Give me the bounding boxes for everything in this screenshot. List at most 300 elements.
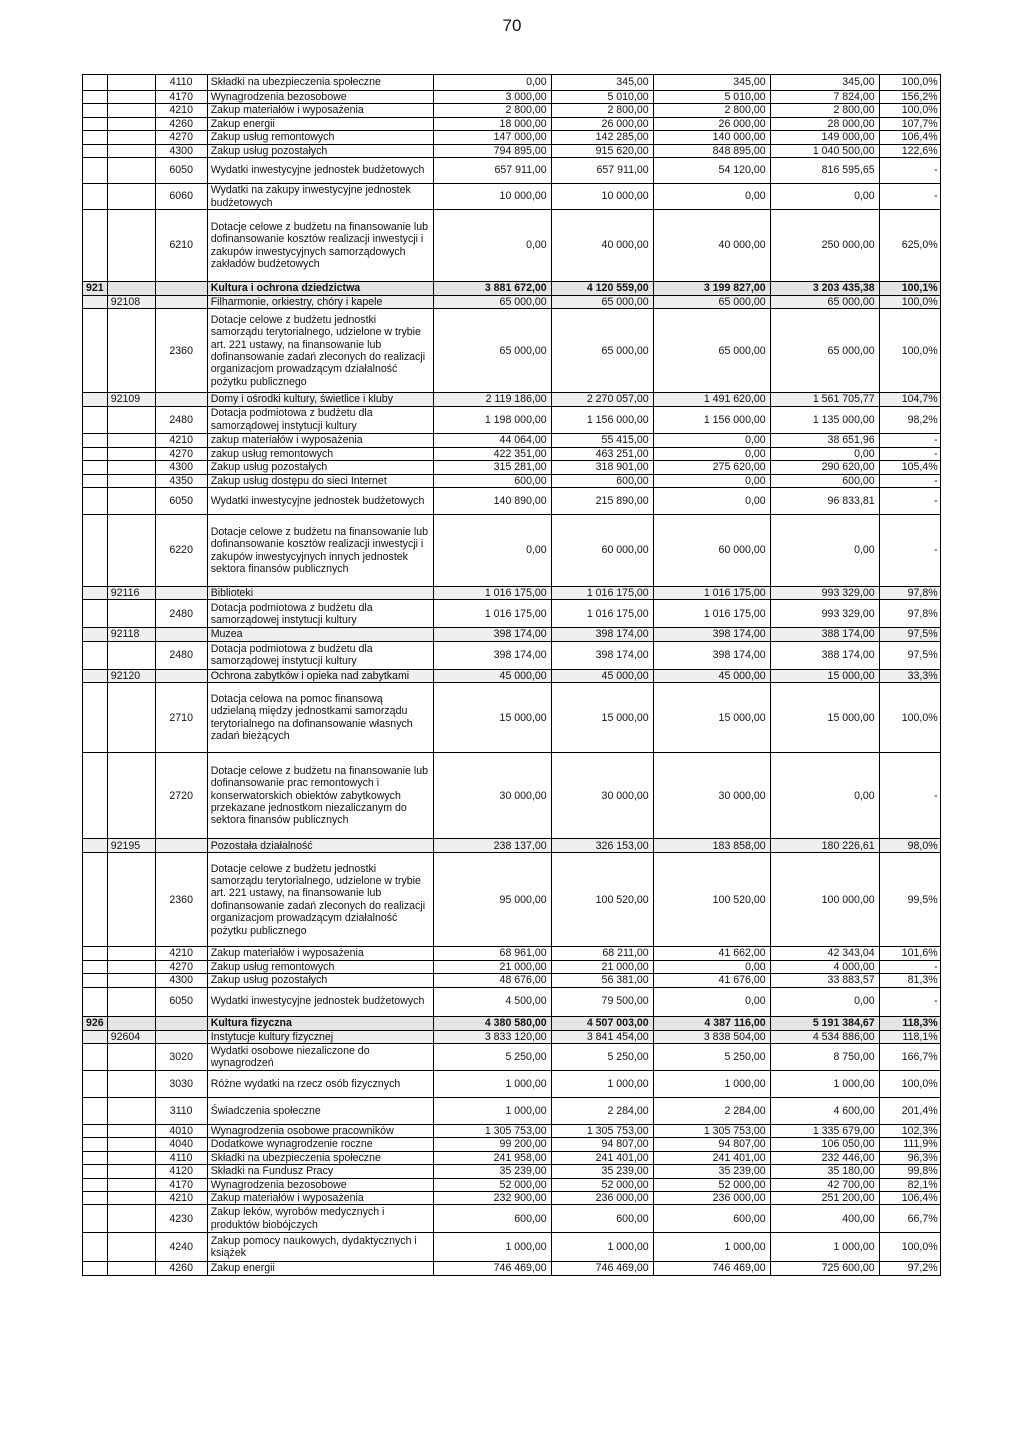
division-code — [83, 488, 108, 515]
index-percent: 106,4% — [879, 131, 940, 144]
plan-after-changes: 45 000,00 — [551, 669, 653, 682]
item-name: Różne wydatki na rzecz osób fizycznych — [207, 1070, 433, 1097]
paragraph-code: 2480 — [155, 600, 207, 628]
division-code — [83, 987, 108, 1016]
item-name: Wydatki inwestycyjne jednostek budżetowych — [207, 158, 433, 184]
plan-next-year: 1 561 705,77 — [770, 393, 879, 406]
chapter-code — [107, 641, 155, 669]
table-row — [83, 1205, 941, 1233]
item-name: Zakup energii — [207, 1262, 433, 1275]
plan-next-year: 600,00 — [770, 474, 879, 487]
plan-after-changes: 398 174,00 — [551, 641, 653, 669]
item-name: Zakup materiałów i wyposażenia — [207, 104, 433, 117]
item-name: Zakup usług pozostałych — [207, 461, 433, 474]
chapter-code — [107, 1043, 155, 1070]
item-name: Zakup materiałów i wyposażenia — [207, 1191, 433, 1204]
plan-initial: 35 239,00 — [433, 1165, 551, 1178]
table-row — [83, 600, 941, 628]
plan-after-changes: 10 000,00 — [551, 184, 653, 210]
plan-next-year: 65 000,00 — [770, 296, 879, 309]
paragraph-code: 4010 — [155, 1124, 207, 1137]
plan-next-year: 15 000,00 — [770, 683, 879, 753]
chapter-code — [107, 433, 155, 447]
division-code — [83, 839, 108, 853]
chapter-code — [107, 853, 155, 947]
index-percent: 100,0% — [879, 1233, 940, 1262]
plan-next-year: 400,00 — [770, 1205, 879, 1233]
division-code — [83, 406, 108, 433]
chapter-code — [107, 406, 155, 433]
plan-after-changes: 4 507 003,00 — [551, 1016, 653, 1030]
chapter-code — [107, 753, 155, 839]
table-row — [83, 1151, 941, 1164]
chapter-row — [83, 839, 941, 853]
plan-next-year: 180 226,61 — [770, 839, 879, 853]
chapter-row — [83, 393, 941, 406]
item-name: Dotacje celowe z budżetu na finansowanie lub dofinansowanie prac remontowych i konserwatorskich obiektów zabytkowych przekazane jednostkom niezaliczanym do sektora finansów publicznych — [207, 753, 433, 839]
paragraph-code: 4210 — [155, 104, 207, 117]
index-percent: 118,3% — [879, 1016, 940, 1030]
paragraph-code — [155, 669, 207, 682]
plan-initial: 18 000,00 — [433, 117, 551, 130]
item-name: Kultura fizyczna — [207, 1016, 433, 1030]
plan-initial: 422 351,00 — [433, 447, 551, 460]
chapter-code — [107, 1262, 155, 1275]
table-row — [83, 987, 941, 1016]
division-code — [83, 947, 108, 960]
paragraph-code — [155, 587, 207, 600]
expected-execution: 1 000,00 — [653, 1233, 770, 1262]
plan-initial: 746 469,00 — [433, 1262, 551, 1275]
division-code — [83, 683, 108, 753]
expected-execution: 1 491 620,00 — [653, 393, 770, 406]
plan-after-changes: 1 000,00 — [551, 1233, 653, 1262]
division-code — [83, 75, 108, 91]
plan-after-changes: 5 250,00 — [551, 1043, 653, 1070]
plan-next-year: 816 595,65 — [770, 158, 879, 184]
table-row — [83, 158, 941, 184]
division-code — [83, 393, 108, 406]
expected-execution: 183 858,00 — [653, 839, 770, 853]
division-code: 921 — [83, 282, 108, 296]
plan-after-changes: 215 890,00 — [551, 488, 653, 515]
item-name: Dotacje celowe z budżetu jednostki samorządu terytorialnego, udzielone w trybie art. 221 ustawy, na finansowanie lub dofinansowanie zadań zleconych do realizacji organizacjom prowadzącym działalność pożytku publicznego — [207, 853, 433, 947]
plan-next-year: 7 824,00 — [770, 91, 879, 104]
index-percent: - — [879, 474, 940, 487]
index-percent: 97,5% — [879, 641, 940, 669]
plan-after-changes: 236 000,00 — [551, 1191, 653, 1204]
expected-execution: 0,00 — [653, 184, 770, 210]
expected-execution: 41 676,00 — [653, 974, 770, 987]
expected-execution: 1 305 753,00 — [653, 1124, 770, 1137]
plan-initial: 3 881 672,00 — [433, 282, 551, 296]
chapter-code — [107, 461, 155, 474]
expected-execution: 52 000,00 — [653, 1178, 770, 1191]
table-row — [83, 1043, 941, 1070]
plan-next-year: 0,00 — [770, 987, 879, 1016]
item-name: Wydatki inwestycyjne jednostek budżetowych — [207, 987, 433, 1016]
chapter-code — [107, 117, 155, 130]
paragraph-code: 4210 — [155, 947, 207, 960]
plan-after-changes: 915 620,00 — [551, 144, 653, 157]
budget-table-wrapper — [82, 74, 941, 1276]
expected-execution: 1 016 175,00 — [653, 600, 770, 628]
plan-after-changes: 2 800,00 — [551, 104, 653, 117]
plan-next-year: 35 180,00 — [770, 1165, 879, 1178]
plan-next-year: 106 050,00 — [770, 1138, 879, 1151]
table-row — [83, 75, 941, 91]
paragraph-code: 4170 — [155, 91, 207, 104]
plan-initial: 241 958,00 — [433, 1151, 551, 1164]
plan-next-year: 28 000,00 — [770, 117, 879, 130]
index-percent: 156,2% — [879, 91, 940, 104]
plan-initial: 65 000,00 — [433, 296, 551, 309]
chapter-row — [83, 669, 941, 682]
index-percent: 105,4% — [879, 461, 940, 474]
paragraph-code — [155, 628, 207, 641]
index-percent: 96,3% — [879, 1151, 940, 1164]
division-code — [83, 91, 108, 104]
chapter-code — [107, 75, 155, 91]
chapter-code — [107, 1191, 155, 1204]
plan-after-changes: 15 000,00 — [551, 683, 653, 753]
expected-execution: 1 156 000,00 — [653, 406, 770, 433]
plan-initial: 2 800,00 — [433, 104, 551, 117]
chapter-code: 92118 — [107, 628, 155, 641]
item-name: Biblioteki — [207, 587, 433, 600]
division-code — [83, 184, 108, 210]
division-code — [83, 669, 108, 682]
plan-initial: 65 000,00 — [433, 309, 551, 393]
plan-initial: 398 174,00 — [433, 641, 551, 669]
paragraph-code: 2360 — [155, 853, 207, 947]
division-code — [83, 474, 108, 487]
item-name: Zakup pomocy naukowych, dydaktycznych i książek — [207, 1233, 433, 1262]
plan-after-changes: 60 000,00 — [551, 515, 653, 587]
table-row — [83, 184, 941, 210]
table-row — [83, 641, 941, 669]
division-code — [83, 1070, 108, 1097]
division-code — [83, 515, 108, 587]
expected-execution: 275 620,00 — [653, 461, 770, 474]
division-code — [83, 1178, 108, 1191]
plan-initial: 4 500,00 — [433, 987, 551, 1016]
paragraph-code: 4110 — [155, 75, 207, 91]
index-percent: 106,4% — [879, 1191, 940, 1204]
chapter-code — [107, 282, 155, 296]
paragraph-code: 4260 — [155, 1262, 207, 1275]
chapter-code — [107, 960, 155, 973]
plan-after-changes: 40 000,00 — [551, 210, 653, 282]
plan-initial: 0,00 — [433, 75, 551, 91]
plan-initial: 147 000,00 — [433, 131, 551, 144]
chapter-code: 92604 — [107, 1030, 155, 1043]
chapter-code — [107, 600, 155, 628]
plan-after-changes: 65 000,00 — [551, 309, 653, 393]
plan-after-changes: 56 381,00 — [551, 974, 653, 987]
item-name: Dotacja celowa na pomoc finansową udzielaną między jednostkami samorządu terytorialnego na dofinansowanie własnych zadań bieżących — [207, 683, 433, 753]
chapter-code: 92116 — [107, 587, 155, 600]
table-row — [83, 406, 941, 433]
item-name: Zakup usług dostępu do sieci Internet — [207, 474, 433, 487]
plan-next-year: 0,00 — [770, 447, 879, 460]
paragraph-code — [155, 1016, 207, 1030]
budget-table — [82, 74, 941, 1276]
plan-next-year: 149 000,00 — [770, 131, 879, 144]
item-name: Dotacje celowe z budżetu na finansowanie lub dofinansowanie kosztów realizacji inwestycji i zakupów inwestycyjnych samorządowych zakładów budżetowych — [207, 210, 433, 282]
paragraph-code: 4230 — [155, 1205, 207, 1233]
index-percent: - — [879, 488, 940, 515]
expected-execution: 0,00 — [653, 433, 770, 447]
plan-next-year: 2 800,00 — [770, 104, 879, 117]
plan-after-changes: 94 807,00 — [551, 1138, 653, 1151]
plan-initial: 44 064,00 — [433, 433, 551, 447]
table-row — [83, 753, 941, 839]
chapter-code — [107, 683, 155, 753]
division-code — [83, 144, 108, 157]
plan-after-changes: 600,00 — [551, 474, 653, 487]
index-percent: - — [879, 960, 940, 973]
chapter-code: 92108 — [107, 296, 155, 309]
expected-execution: 4 387 116,00 — [653, 1016, 770, 1030]
item-name: Zakup materiałów i wyposażenia — [207, 947, 433, 960]
paragraph-code — [155, 296, 207, 309]
division-code — [83, 1124, 108, 1137]
plan-after-changes: 600,00 — [551, 1205, 653, 1233]
table-row — [83, 117, 941, 130]
plan-initial: 657 911,00 — [433, 158, 551, 184]
plan-after-changes: 1 016 175,00 — [551, 600, 653, 628]
chapter-code — [107, 131, 155, 144]
division-code: 926 — [83, 1016, 108, 1030]
division-code — [83, 158, 108, 184]
table-row — [83, 91, 941, 104]
index-percent: 111,9% — [879, 1138, 940, 1151]
plan-after-changes: 1 000,00 — [551, 1070, 653, 1097]
expected-execution: 5 250,00 — [653, 1043, 770, 1070]
table-row — [83, 144, 941, 157]
plan-after-changes: 463 251,00 — [551, 447, 653, 460]
chapter-code — [107, 1070, 155, 1097]
plan-after-changes: 30 000,00 — [551, 753, 653, 839]
expected-execution: 2 800,00 — [653, 104, 770, 117]
index-percent: 100,0% — [879, 309, 940, 393]
division-row — [83, 1016, 941, 1030]
paragraph-code — [155, 393, 207, 406]
item-name: Dotacje celowe z budżetu na finansowanie lub dofinansowanie kosztów realizacji inwestycji i zakupów inwestycyjnych innych jednostek sektora finansów publicznych — [207, 515, 433, 587]
chapter-code — [107, 184, 155, 210]
expected-execution: 600,00 — [653, 1205, 770, 1233]
expected-execution: 2 284,00 — [653, 1097, 770, 1124]
table-row — [83, 433, 941, 447]
plan-initial: 1 000,00 — [433, 1097, 551, 1124]
paragraph-code: 4300 — [155, 461, 207, 474]
table-row — [83, 974, 941, 987]
chapter-code — [107, 144, 155, 157]
expected-execution: 398 174,00 — [653, 641, 770, 669]
paragraph-code: 4110 — [155, 1151, 207, 1164]
chapter-code — [107, 104, 155, 117]
expected-execution: 5 010,00 — [653, 91, 770, 104]
paragraph-code: 3020 — [155, 1043, 207, 1070]
item-name: Kultura i ochrona dziedzictwa — [207, 282, 433, 296]
index-percent: 104,7% — [879, 393, 940, 406]
paragraph-code: 4260 — [155, 117, 207, 130]
item-name: Zakup energii — [207, 117, 433, 130]
table-row — [83, 1262, 941, 1275]
paragraph-code: 4300 — [155, 974, 207, 987]
table-row — [83, 210, 941, 282]
chapter-row — [83, 296, 941, 309]
paragraph-code: 4210 — [155, 433, 207, 447]
plan-next-year: 993 329,00 — [770, 600, 879, 628]
expected-execution: 60 000,00 — [653, 515, 770, 587]
division-code — [83, 587, 108, 600]
index-percent: - — [879, 158, 940, 184]
expected-execution: 0,00 — [653, 960, 770, 973]
plan-initial: 5 250,00 — [433, 1043, 551, 1070]
plan-next-year: 4 534 886,00 — [770, 1030, 879, 1043]
item-name: Pozostała działalność — [207, 839, 433, 853]
page-number: 70 — [502, 16, 522, 35]
expected-execution: 1 000,00 — [653, 1070, 770, 1097]
index-percent: 122,6% — [879, 144, 940, 157]
table-row — [83, 1165, 941, 1178]
item-name: Zakup usług pozostałych — [207, 974, 433, 987]
plan-next-year: 96 833,81 — [770, 488, 879, 515]
plan-initial: 0,00 — [433, 515, 551, 587]
plan-initial: 794 895,00 — [433, 144, 551, 157]
chapter-code — [107, 1178, 155, 1191]
plan-after-changes: 318 901,00 — [551, 461, 653, 474]
plan-initial: 1 305 753,00 — [433, 1124, 551, 1137]
paragraph-code — [155, 282, 207, 296]
paragraph-code — [155, 839, 207, 853]
index-percent: 97,5% — [879, 628, 940, 641]
expected-execution: 848 895,00 — [653, 144, 770, 157]
chapter-code — [107, 474, 155, 487]
item-name: zakup materiałów i wyposażenia — [207, 433, 433, 447]
index-percent: - — [879, 447, 940, 460]
table-row — [83, 1233, 941, 1262]
item-name: Ochrona zabytków i opieka nad zabytkami — [207, 669, 433, 682]
index-percent: 625,0% — [879, 210, 940, 282]
plan-initial: 3 833 120,00 — [433, 1030, 551, 1043]
paragraph-code: 4240 — [155, 1233, 207, 1262]
index-percent: - — [879, 184, 940, 210]
chapter-code — [107, 1165, 155, 1178]
expected-execution: 65 000,00 — [653, 309, 770, 393]
plan-next-year: 33 883,57 — [770, 974, 879, 987]
paragraph-code: 4300 — [155, 144, 207, 157]
plan-next-year: 388 174,00 — [770, 628, 879, 641]
table-row — [83, 1178, 941, 1191]
expected-execution: 0,00 — [653, 987, 770, 1016]
paragraph-code: 4270 — [155, 131, 207, 144]
plan-next-year: 290 620,00 — [770, 461, 879, 474]
plan-initial: 45 000,00 — [433, 669, 551, 682]
item-name: Wynagrodzenia osobowe pracowników — [207, 1124, 433, 1137]
plan-after-changes: 241 401,00 — [551, 1151, 653, 1164]
plan-next-year: 0,00 — [770, 753, 879, 839]
plan-after-changes: 142 285,00 — [551, 131, 653, 144]
table-row — [83, 1070, 941, 1097]
expected-execution: 345,00 — [653, 75, 770, 91]
plan-next-year: 4 600,00 — [770, 1097, 879, 1124]
chapter-row — [83, 587, 941, 600]
plan-next-year: 232 446,00 — [770, 1151, 879, 1164]
table-row — [83, 1191, 941, 1204]
index-percent: - — [879, 515, 940, 587]
index-percent: - — [879, 987, 940, 1016]
division-code — [83, 1151, 108, 1164]
index-percent: 99,5% — [879, 853, 940, 947]
item-name: Domy i ośrodki kultury, świetlice i kluby — [207, 393, 433, 406]
item-name: Wynagrodzenia bezosobowe — [207, 1178, 433, 1191]
table-row — [83, 309, 941, 393]
item-name: Wydatki na zakupy inwestycyjne jednostek budżetowych — [207, 184, 433, 210]
expected-execution: 0,00 — [653, 447, 770, 460]
index-percent: 98,0% — [879, 839, 940, 853]
table-row — [83, 447, 941, 460]
plan-initial: 99 200,00 — [433, 1138, 551, 1151]
division-code — [83, 210, 108, 282]
plan-initial: 1 000,00 — [433, 1070, 551, 1097]
plan-next-year: 3 203 435,38 — [770, 282, 879, 296]
plan-after-changes: 4 120 559,00 — [551, 282, 653, 296]
index-percent: 118,1% — [879, 1030, 940, 1043]
expected-execution: 94 807,00 — [653, 1138, 770, 1151]
division-code — [83, 1030, 108, 1043]
paragraph-code: 4120 — [155, 1165, 207, 1178]
plan-initial: 140 890,00 — [433, 488, 551, 515]
item-name: Wydatki inwestycyjne jednostek budżetowych — [207, 488, 433, 515]
plan-after-changes: 26 000,00 — [551, 117, 653, 130]
plan-initial: 52 000,00 — [433, 1178, 551, 1191]
expected-execution: 0,00 — [653, 488, 770, 515]
plan-initial: 95 000,00 — [433, 853, 551, 947]
expected-execution: 140 000,00 — [653, 131, 770, 144]
division-code — [83, 1138, 108, 1151]
paragraph-code: 6050 — [155, 158, 207, 184]
plan-initial: 30 000,00 — [433, 753, 551, 839]
division-code — [83, 447, 108, 460]
index-percent: 97,2% — [879, 1262, 940, 1275]
index-percent: - — [879, 753, 940, 839]
plan-next-year: 42 343,04 — [770, 947, 879, 960]
division-code — [83, 628, 108, 641]
index-percent: 99,8% — [879, 1165, 940, 1178]
table-row — [83, 1097, 941, 1124]
item-name: Muzea — [207, 628, 433, 641]
expected-execution: 65 000,00 — [653, 296, 770, 309]
plan-after-changes: 326 153,00 — [551, 839, 653, 853]
chapter-code — [107, 1138, 155, 1151]
paragraph-code: 3110 — [155, 1097, 207, 1124]
table-row — [83, 474, 941, 487]
index-percent: 107,7% — [879, 117, 940, 130]
plan-next-year: 1 040 500,00 — [770, 144, 879, 157]
item-name: Zakup usług remontowych — [207, 131, 433, 144]
item-name: Składki na Fundusz Pracy — [207, 1165, 433, 1178]
plan-initial: 3 000,00 — [433, 91, 551, 104]
chapter-code — [107, 309, 155, 393]
item-name: Dotacje celowe z budżetu jednostki samorządu terytorialnego, udzielone w trybie art. 221 ustawy, na finansowanie lub dofinansowanie zadań zleconych do realizacji organizacjom prowadzącym działalność pożytku publicznego — [207, 309, 433, 393]
chapter-code — [107, 1124, 155, 1137]
plan-after-changes: 55 415,00 — [551, 433, 653, 447]
plan-initial: 600,00 — [433, 1205, 551, 1233]
division-code — [83, 296, 108, 309]
